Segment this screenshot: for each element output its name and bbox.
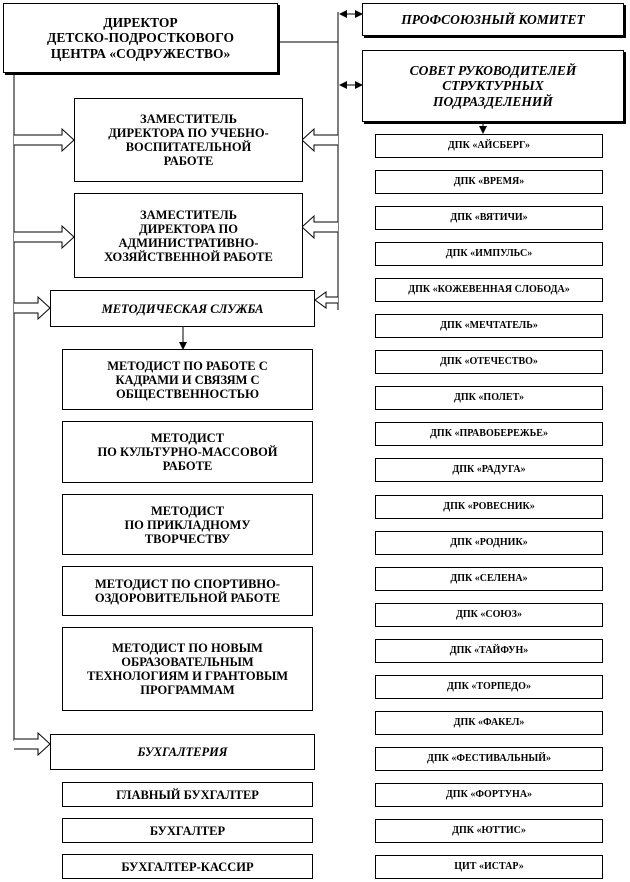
- deputy-edu-label: ЗАМЕСТИТЕЛЬ ДИРЕКТОРА ПО УЧЕБНО- ВОСПИТАТЕЛЬНОЙ РАБОТЕ: [108, 112, 269, 168]
- arrow-to-accounting: [14, 733, 50, 755]
- dpk-unit-box: [375, 206, 603, 230]
- dpk-unit-label: ДПК «СОЮЗ»: [456, 609, 522, 621]
- methodist-label: МЕТОДИСТ ПО СПОРТИВНО- ОЗДОРОВИТЕЛЬНОЙ РАБОТЕ: [94, 577, 281, 605]
- dpk-unit-label: ЦИТ «ИСТАР»: [454, 861, 524, 873]
- dpk-unit-label: ДПК «ЮТТИС»: [452, 825, 526, 837]
- method-service-label: МЕТОДИЧЕСКАЯ СЛУЖБА: [101, 301, 264, 316]
- dpk-unit-box: [375, 422, 603, 446]
- dpk-unit-box: [375, 458, 603, 482]
- arrow-right-to-deputy-edu: [302, 129, 338, 151]
- dpk-unit-box: [375, 675, 603, 699]
- accountant-box: [62, 854, 313, 879]
- dpk-unit-box: [375, 314, 603, 338]
- arrow-right-to-deputy-admin: [302, 216, 338, 238]
- dpk-unit-box: [375, 639, 603, 663]
- dpk-unit-label: ДПК «ВРЕМЯ»: [453, 176, 525, 188]
- dpk-unit-box: [375, 711, 603, 735]
- dpk-unit-box: [375, 747, 603, 771]
- methodist-box: [62, 421, 313, 483]
- accountant-box: [62, 782, 313, 807]
- deputy-admin-box: [74, 193, 303, 278]
- dpk-unit-box: [375, 531, 603, 555]
- methodist-box: [62, 494, 313, 555]
- dpk-unit-box: [375, 170, 603, 194]
- dpk-unit-box: [375, 386, 603, 410]
- dpk-unit-box: [375, 350, 603, 374]
- methodist-label: МЕТОДИСТ ПО ПРИКЛАДНОМУ ТВОРЧЕСТВУ: [124, 503, 251, 546]
- union-committee-label: ПРОФСОЮЗНЫЙ КОМИТЕТ: [401, 11, 585, 27]
- dpk-unit-box: [375, 567, 603, 591]
- deputy-admin-label: ЗАМЕСТИТЕЛЬ ДИРЕКТОРА ПО АДМИНИСТРАТИВНО- ХОЗЯЙСТВЕННОЙ РАБОТЕ: [104, 207, 273, 264]
- dpk-unit-label: ДПК «РАДУГА»: [452, 464, 526, 476]
- dpk-unit-label: ДПК «АЙСБЕРГ»: [447, 140, 531, 152]
- union-committee-box: [362, 3, 624, 36]
- deputy-edu-box: [74, 98, 303, 182]
- dpk-unit-label: ДПК «ОТЕЧЕСТВО»: [440, 356, 538, 368]
- director-label: ДИРЕКТОР ДЕТСКО-ПОДРОСТКОВОГО ЦЕНТРА «СОДРУЖЕСТВО»: [47, 15, 234, 61]
- accountant-box: [62, 818, 313, 843]
- dpk-unit-label: ДПК «ВЯТИЧИ»: [450, 212, 528, 224]
- accounting-label: БУХГАЛТЕРИЯ: [137, 745, 228, 759]
- accountant-label: ГЛАВНЫЙ БУХГАЛТЕР: [116, 787, 259, 802]
- arrow-to-deputy-edu: [14, 129, 74, 151]
- methodist-label: МЕТОДИСТ ПО КУЛЬТУРНО-МАССОВОЙ РАБОТЕ: [97, 431, 278, 473]
- accountant-label: БУХГАЛТЕР-КАССИР: [121, 859, 254, 874]
- dpk-unit-box: [375, 819, 603, 843]
- accounting-box: [50, 734, 315, 770]
- dpk-unit-box: [375, 783, 603, 807]
- dpk-unit-box: [375, 603, 603, 627]
- arrow-right-to-method-service: [315, 292, 338, 308]
- methodist-box: [62, 349, 313, 410]
- arrow-to-deputy-admin: [14, 226, 74, 248]
- council-box: [362, 50, 624, 122]
- dpk-unit-label: ДПК «ПРАВОБЕРЕЖЬЕ»: [430, 428, 548, 440]
- method-service-box: [50, 290, 315, 327]
- dpk-unit-box: [375, 278, 603, 302]
- dpk-unit-label: ДПК «ПОЛЕТ»: [454, 392, 524, 404]
- dpk-unit-label: ДПК «ФАКЕЛ»: [453, 717, 525, 729]
- dpk-unit-label: ДПК «ТАЙФУН»: [449, 645, 529, 657]
- accountant-label: БУХГАЛТЕР: [149, 823, 226, 838]
- dpk-unit-label: ДПК «ФЕСТИВАЛЬНЫЙ»: [426, 753, 552, 765]
- methodist-box: [62, 627, 313, 711]
- dpk-unit-label: ДПК «РОВЕСНИК»: [443, 501, 535, 513]
- dpk-unit-label: ДПК «ФОРТУНА»: [445, 789, 533, 801]
- methodist-label: МЕТОДИСТ ПО РАБОТЕ С КАДРАМИ И СВЯЗЯМ С ОБЩЕСТВЕННОСТЬЮ: [107, 358, 268, 401]
- dpk-unit-box: [375, 495, 603, 519]
- dpk-unit-box: [375, 855, 603, 879]
- dpk-unit-label: ДПК «КОЖЕВЕННАЯ СЛОБОДА»: [408, 284, 570, 296]
- arrow-to-method-service: [14, 297, 50, 319]
- methodist-label: МЕТОДИСТ ПО НОВЫМ ОБРАЗОВАТЕЛЬНЫМ ТЕХНОЛОГИЯМ И ГРАНТОВЫМ ПРОГРАММАМ: [86, 641, 289, 697]
- director-box: [3, 3, 278, 73]
- dpk-unit-box: [375, 242, 603, 266]
- dpk-unit-box: [375, 134, 603, 158]
- dpk-unit-label: ДПК «СЕЛЕНА»: [450, 573, 528, 585]
- dpk-unit-label: ДПК «МЕЧТАТЕЛЬ»: [440, 320, 538, 332]
- methodist-box: [62, 566, 313, 616]
- dpk-unit-label: ДПК «ТОРПЕДО»: [447, 681, 531, 693]
- dpk-unit-label: ДПК «ИМПУЛЬС»: [445, 248, 533, 260]
- dpk-unit-label: ДПК «РОДНИК»: [450, 537, 528, 549]
- council-label: СОВЕТ РУКОВОДИТЕЛЕЙ СТРУКТУРНЫХ ПОДРАЗДЕЛЕНИЙ: [409, 63, 577, 109]
